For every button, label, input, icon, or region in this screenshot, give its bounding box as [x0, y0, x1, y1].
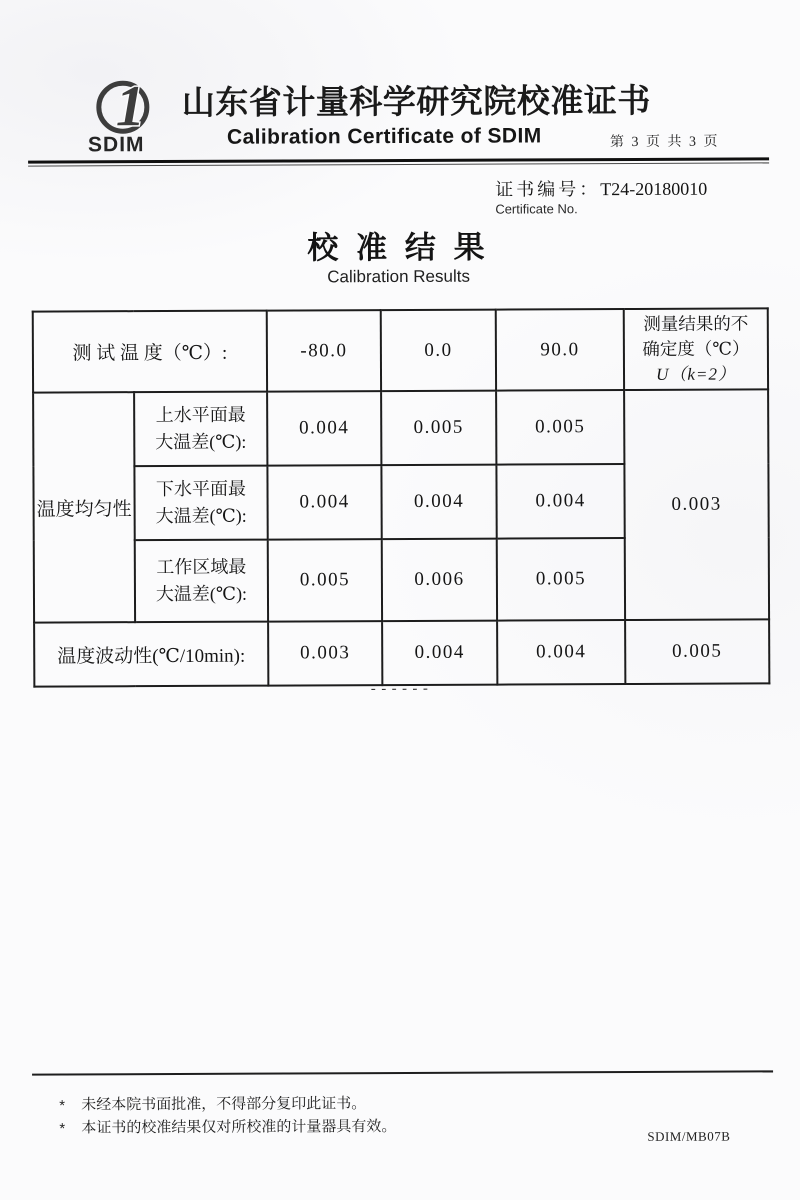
value-cell: 0.005 — [268, 539, 382, 621]
footnote — [59, 1093, 396, 1117]
value-cell: 0.004 — [267, 465, 381, 539]
value-cell: 0.005 — [381, 391, 496, 466]
certificate-no-label: 证书编号： — [495, 179, 601, 200]
value-cell: 0.004 — [382, 621, 497, 686]
sdim-logo-icon — [90, 69, 164, 141]
form-code: SDIM/MB07B — [647, 1128, 731, 1144]
table-row — [33, 308, 768, 392]
certificate-no-value: T24-20180010 — [600, 178, 708, 200]
footnote — [59, 1116, 396, 1140]
results-table — [32, 307, 771, 687]
value-cell: 0.004 — [497, 620, 625, 685]
certificate-no-label-en: Certificate No. — [495, 201, 578, 217]
value-cell: 0.003 — [268, 621, 382, 685]
value-cell: 0.004 — [496, 464, 624, 539]
uniformity-row-label-cell: 下水平面最大温差(℃): — [134, 466, 267, 541]
footnote-text: 本证书的校准结果仅对所校准的计量器具有效。 — [81, 1119, 397, 1137]
uncertainty-header-cell — [624, 308, 768, 390]
footnotes — [59, 1093, 396, 1140]
header-title-en: Calibration Certificate of SDIM — [226, 124, 542, 149]
temp-value-cell: 0.0 — [381, 310, 496, 392]
uniformity-group-cell: 温度均匀性 — [33, 392, 135, 622]
table-row — [33, 389, 768, 466]
table-row — [34, 619, 769, 686]
footnote-marker: * — [59, 1120, 66, 1138]
header-title-zh: 山东省计量科学研究院校准证书 — [181, 83, 651, 122]
footer-rule — [32, 1070, 773, 1075]
results-title-en: Calibration Results — [327, 266, 470, 287]
uniformity-row-label-cell: 工作区域最大温差(℃): — [135, 540, 268, 623]
test-temp-label-cell: 测 试 温 度（℃）: — [33, 311, 267, 393]
uncertainty-k-text: U（k=2） — [656, 364, 736, 384]
fluctuation-label-cell: 温度波动性(℃/10min): — [34, 622, 268, 687]
uncertainty-value-cell: 0.005 — [625, 619, 769, 684]
certificate-no-line — [495, 175, 707, 202]
results-title-zh: 校 准 结 果 — [307, 229, 490, 266]
footnote-text: 未经本院书面批准，不得部分复印此证书。 — [81, 1096, 367, 1114]
sdim-logo — [84, 69, 194, 157]
value-cell: 0.005 — [496, 390, 624, 465]
svg-text:1: 1 — [115, 73, 145, 139]
table-divider-dashes: ------ — [369, 681, 432, 699]
temp-value-cell: 90.0 — [496, 309, 624, 391]
uniformity-row-label-cell: 上水平面最大温差(℃): — [134, 392, 267, 467]
sdim-logo-text: SDIM — [87, 133, 145, 157]
footnote-marker: * — [59, 1097, 66, 1115]
value-cell: 0.004 — [267, 391, 381, 465]
value-cell: 0.005 — [497, 538, 625, 621]
uncertainty-value-cell: 0.003 — [624, 389, 769, 620]
temp-value-cell: -80.0 — [267, 310, 381, 391]
uncertainty-header-text: 测量结果的不确定度（℃） — [642, 313, 750, 360]
value-cell: 0.006 — [382, 539, 497, 622]
page-number: 第 3 页 共 3 页 — [609, 134, 720, 151]
value-cell: 0.004 — [381, 465, 496, 540]
